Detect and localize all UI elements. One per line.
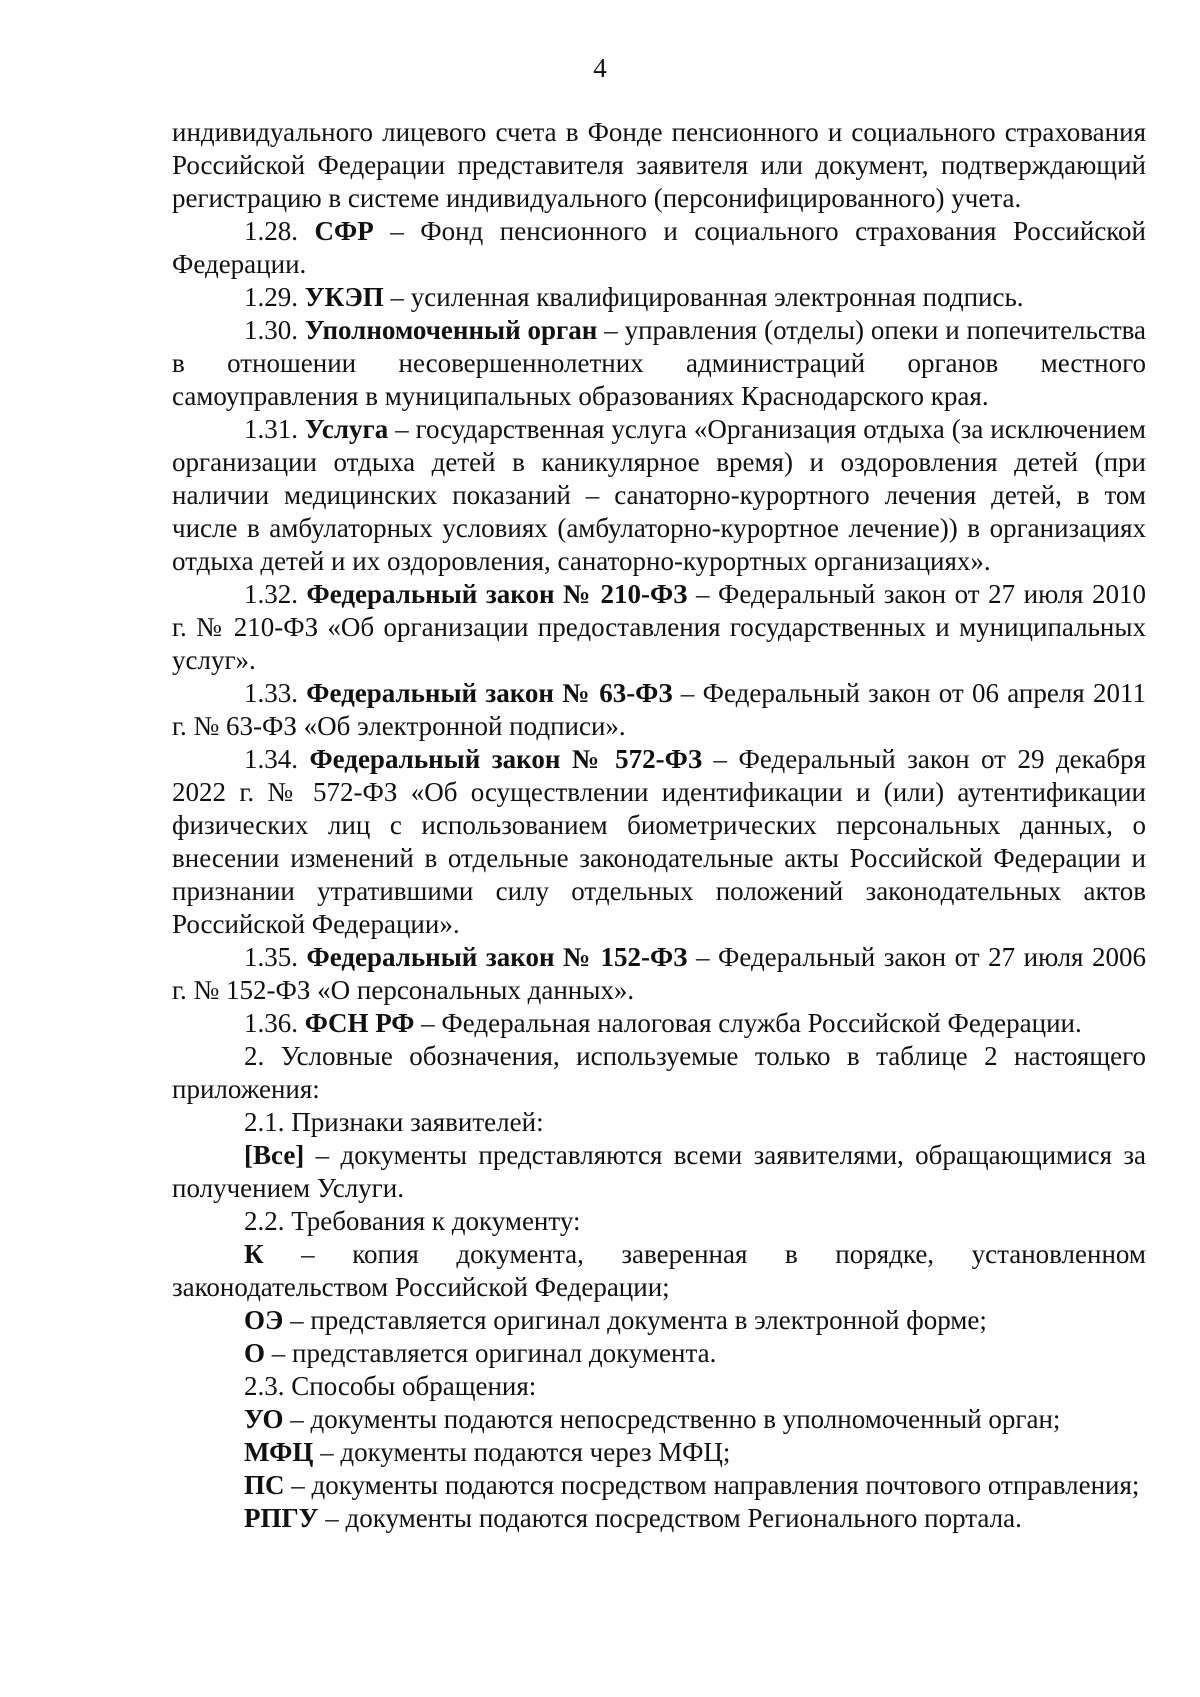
defined-term: Услуга <box>304 414 389 444</box>
defined-term: О <box>244 1338 266 1368</box>
paragraph <box>172 413 1146 578</box>
defined-term: Федеральный закон № 572-ФЗ <box>309 744 703 774</box>
paragraph-text: – документы подаются посредством направления почтового отправления; <box>284 1470 1140 1500</box>
paragraph-number: 1.34. <box>244 744 310 774</box>
paragraph-text: – документы подаются через МФЦ; <box>313 1437 731 1467</box>
paragraph-text: – документы подаются посредством Регионального портала. <box>318 1503 1022 1533</box>
defined-term: РПГУ <box>244 1503 319 1533</box>
paragraph-text: – документы представляются всеми заявителями, обращающимися за получением Услуги. <box>172 1140 1146 1203</box>
paragraph-text: 2.1. Признаки заявителей: <box>244 1107 544 1137</box>
defined-term: Уполномоченный орган <box>304 315 598 345</box>
paragraph-text: индивидуального лицевого счета в Фонде пенсионного и социального страхования Российской Федерации представителя заявителя или документ, подтверждающий регистрацию в системе индивидуального (персонифицированного) учета. <box>172 117 1146 213</box>
paragraph <box>172 1403 1146 1436</box>
defined-term: Федеральный закон № 210-ФЗ <box>306 579 688 609</box>
defined-term: СФР <box>314 216 374 246</box>
paragraph-text: – Федеральный закон от 27 июля 2010 г. № 210-ФЗ «Об организации предоставления государственных и муниципальных услуг». <box>172 579 1146 675</box>
paragraph <box>172 1238 1146 1304</box>
paragraph <box>172 116 1146 215</box>
defined-term: Федеральный закон № 63-ФЗ <box>306 678 673 708</box>
paragraph-text: – Федеральный закон от 29 декабря 2022 г. № 572-ФЗ «Об осуществлении идентификации и (или) аутентификации физических лиц с использованием биометрических персональных данных, о внесении изменений в отдельные законодательные акты Российской Федерации и признании утратившими силу отдельных положений законодательных актов Российской Федерации». <box>172 744 1146 939</box>
paragraph-text: 2.3. Способы обращения: <box>244 1371 537 1401</box>
paragraph-text: – Федеральный закон от 27 июля 2006 г. № 152-ФЗ «О персональных данных». <box>172 942 1146 1005</box>
paragraph-text: – Фонд пенсионного и социального страхования Российской Федерации. <box>172 216 1147 279</box>
defined-term: УО <box>244 1404 284 1434</box>
defined-term: К <box>244 1239 264 1269</box>
paragraph <box>172 1007 1146 1040</box>
paragraph-number: 1.32. <box>244 579 307 609</box>
paragraph-text: – документы подаются непосредственно в уполномоченный орган; <box>283 1404 1061 1434</box>
defined-term: ОЭ <box>244 1305 284 1335</box>
paragraph-number: 1.28. <box>244 216 315 246</box>
paragraph-text: – копия документа, заверенная в порядке, установленном законодательством Российской Федерации; <box>172 1239 1146 1302</box>
paragraph <box>172 1370 1146 1403</box>
defined-term: МФЦ <box>244 1437 314 1467</box>
defined-term: УКЭП <box>304 282 384 312</box>
paragraph <box>172 743 1146 941</box>
paragraph <box>172 1106 1146 1139</box>
page-number: 4 <box>593 53 607 83</box>
paragraph-text: – Федеральная налоговая служба Российской Федерации. <box>414 1008 1082 1038</box>
paragraph <box>172 1304 1146 1337</box>
paragraph <box>172 1436 1146 1469</box>
paragraph <box>172 1502 1146 1535</box>
defined-term: ФСН РФ <box>304 1008 415 1038</box>
paragraph <box>172 215 1146 281</box>
document-body <box>172 116 1146 1535</box>
paragraph <box>172 1040 1146 1106</box>
paragraph-number: 1.33. <box>244 678 307 708</box>
defined-term: [Все] <box>244 1140 305 1170</box>
paragraph-number: 1.29. <box>244 282 305 312</box>
paragraph-number: 1.31. <box>244 414 305 444</box>
defined-term: ПС <box>244 1470 285 1500</box>
paragraph <box>172 1139 1146 1205</box>
paragraph <box>172 677 1146 743</box>
paragraph-text: – усиленная квалифицированная электронная подпись. <box>383 282 1024 312</box>
paragraph-number: 1.36. <box>244 1008 305 1038</box>
paragraph-text: – управления (отделы) опеки и попечительства в отношении несовершеннолетних администраций органов местного самоуправления в муниципальных образованиях Краснодарского края. <box>172 315 1147 411</box>
defined-term: Федеральный закон № 152-ФЗ <box>306 942 688 972</box>
paragraph-text: – государственная услуга «Организация отдыха (за исключением организации отдыха детей в каникулярное время) и оздоровления детей (при наличии медицинских показаний – санаторно-курортного лечения детей, в том числе в амбулаторных условиях (амбулаторно-курортное лечение)) в организациях отдыха детей и их оздоровления, санаторно-курортных организациях». <box>172 414 1146 576</box>
paragraph <box>172 314 1146 413</box>
paragraph <box>172 281 1146 314</box>
paragraph <box>172 578 1146 677</box>
paragraph <box>172 1205 1146 1238</box>
paragraph-text: 2.2. Требования к документу: <box>244 1206 581 1236</box>
paragraph <box>172 1469 1146 1502</box>
paragraph-text: – Федеральный закон от 06 апреля 2011 г. № 63-ФЗ «Об электронной подписи». <box>172 678 1146 741</box>
paragraph-text: – представляется оригинал документа. <box>265 1338 717 1368</box>
paragraph-number: 1.30. <box>244 315 305 345</box>
paragraph <box>172 941 1146 1007</box>
paragraph-text: – представляется оригинал документа в электронной форме; <box>283 1305 987 1335</box>
paragraph-number: 1.35. <box>244 942 307 972</box>
paragraph-text: 2. Условные обозначения, используемые только в таблице 2 настоящего приложения: <box>172 1041 1146 1104</box>
paragraph <box>172 1337 1146 1370</box>
